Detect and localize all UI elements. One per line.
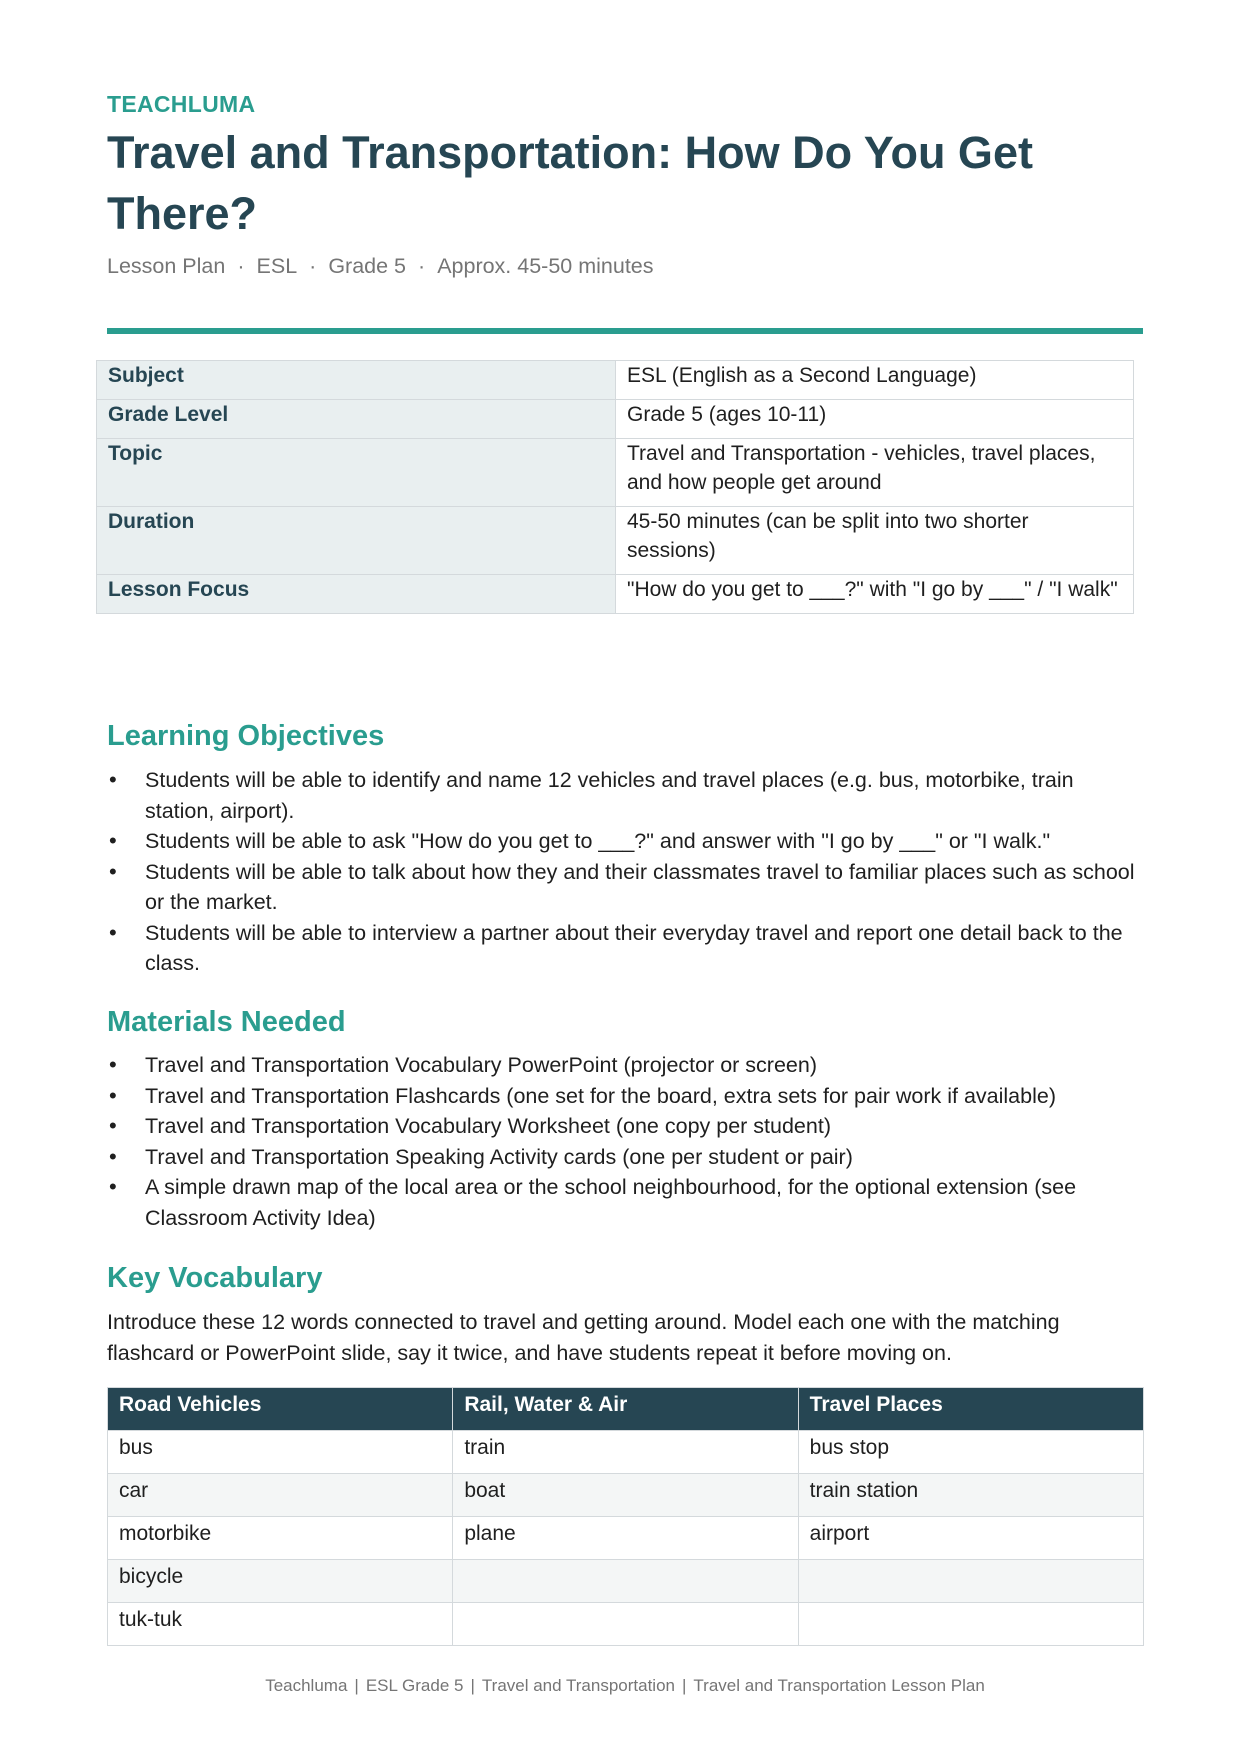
- column-header: Road Vehicles: [108, 1388, 453, 1431]
- info-row: [97, 400, 1134, 439]
- objectives-list: [107, 765, 1147, 979]
- column-header: Rail, Water & Air: [453, 1388, 798, 1431]
- bullet-icon: •: [109, 1113, 117, 1138]
- footer-document: Travel and Transportation Lesson Plan: [693, 1676, 985, 1695]
- table-cell: [453, 1603, 798, 1646]
- brand-name: TEACHLUMA: [107, 91, 256, 117]
- page-title: Travel and Transportation: How Do You Get There?: [107, 127, 1033, 239]
- table-cell: tuk-tuk: [108, 1603, 453, 1646]
- objectives-heading: Learning Objectives: [107, 720, 385, 752]
- bullet-icon: •: [109, 1143, 117, 1169]
- vocabulary-table: [107, 1387, 1144, 1646]
- list-item: • Travel and Transportation Vocabulary PowerPoint (projector or screen): [107, 1050, 1147, 1081]
- table-header-row: [108, 1388, 1144, 1431]
- list-item: • Students will be able to ask "How do you get to ___?" and answer with "I go by ___" or "I walk.": [107, 826, 1147, 857]
- info-label: Subject: [97, 361, 616, 400]
- info-row: [97, 361, 1134, 400]
- table-cell: train: [453, 1431, 798, 1474]
- header-divider: [107, 328, 1143, 334]
- meta-grade: Grade 5: [328, 254, 407, 278]
- list-item: • Travel and Transportation Flashcards (one set for the board, extra sets for pair work if available): [107, 1081, 1147, 1112]
- info-label: Duration: [97, 507, 616, 575]
- materials-heading: Materials Needed: [107, 1006, 346, 1038]
- info-row: [97, 507, 1134, 575]
- bullet-icon: •: [109, 1052, 117, 1077]
- table-cell: [798, 1560, 1143, 1603]
- footer-course: ESL Grade 5: [365, 1676, 464, 1695]
- table-cell: motorbike: [108, 1517, 453, 1560]
- list-item: • Students will be able to identify and name 12 vehicles and travel places (e.g. bus, motorbike, train station, airport).: [109, 767, 1074, 823]
- info-label: Lesson Focus: [97, 575, 616, 614]
- meta-subject: ESL: [256, 254, 298, 278]
- bullet-icon: •: [109, 767, 117, 792]
- bullet-icon: •: [109, 858, 117, 884]
- table-cell: plane: [453, 1517, 798, 1560]
- vocabulary-intro: Introduce these 12 words connected to travel and getting around. Model each one with the matching flashcard or PowerPoint slide, say it twice, and have students repeat it before moving on.: [107, 1310, 1060, 1365]
- table-cell: bus stop: [798, 1431, 1143, 1474]
- bullet-icon: •: [109, 1174, 117, 1199]
- bullet-icon: •: [109, 1082, 117, 1108]
- info-value: Travel and Transportation - vehicles, travel places, and how people get around: [616, 439, 1134, 507]
- table-row: [108, 1603, 1144, 1646]
- table-cell: boat: [453, 1474, 798, 1517]
- info-row: [97, 439, 1134, 507]
- table-cell: airport: [798, 1517, 1143, 1560]
- info-row: [97, 575, 1134, 614]
- info-value: "How do you get to ___?" with "I go by ___" / "I walk": [616, 575, 1134, 614]
- info-label: Topic: [97, 439, 616, 507]
- column-header: Travel Places: [798, 1388, 1143, 1431]
- table-cell: bus: [108, 1431, 453, 1474]
- bullet-icon: •: [109, 828, 117, 853]
- meta-type: Lesson Plan: [107, 254, 226, 278]
- bullet-icon: •: [109, 919, 117, 945]
- info-value: 45-50 minutes (can be split into two shorter sessions): [616, 507, 1134, 575]
- vocabulary-heading: Key Vocabulary: [107, 1262, 323, 1294]
- materials-list: [107, 1050, 1147, 1233]
- list-item: • Travel and Transportation Speaking Activity cards (one per student or pair): [107, 1142, 1147, 1173]
- table-row: [108, 1560, 1144, 1603]
- lesson-meta: Lesson Plan · ESL · Grade 5 · Approx. 45-50 minutes: [107, 254, 654, 278]
- table-row: [108, 1431, 1144, 1474]
- meta-duration: Approx. 45-50 minutes: [437, 254, 654, 278]
- list-item: • Travel and Transportation Vocabulary Worksheet (one copy per student): [107, 1111, 1147, 1142]
- table-cell: [798, 1603, 1143, 1646]
- table-cell: [453, 1560, 798, 1603]
- page-footer: Teachluma | ESL Grade 5 | Travel and Transportation | Travel and Transportation Lesson Plan: [265, 1676, 985, 1695]
- lesson-info-table: [96, 360, 1134, 614]
- footer-topic: Travel and Transportation: [481, 1676, 675, 1695]
- footer-brand: Teachluma: [265, 1676, 348, 1695]
- table-row: [108, 1517, 1144, 1560]
- table-cell: train station: [798, 1474, 1143, 1517]
- list-item: • Students will be able to interview a partner about their everyday travel and report one detail back to the class.: [109, 919, 1123, 975]
- info-label: Grade Level: [97, 400, 616, 439]
- table-cell: bicycle: [108, 1560, 453, 1603]
- table-cell: car: [108, 1474, 453, 1517]
- list-item: • Students will be able to talk about how they and their classmates travel to familiar places such as school or the market.: [109, 858, 1135, 914]
- list-item: • A simple drawn map of the local area or the school neighbourhood, for the optional extension (see Classroom Activity Idea): [109, 1174, 1077, 1230]
- info-value: ESL (English as a Second Language): [616, 361, 1134, 400]
- table-row: [108, 1474, 1144, 1517]
- info-value: Grade 5 (ages 10-11): [616, 400, 1134, 439]
